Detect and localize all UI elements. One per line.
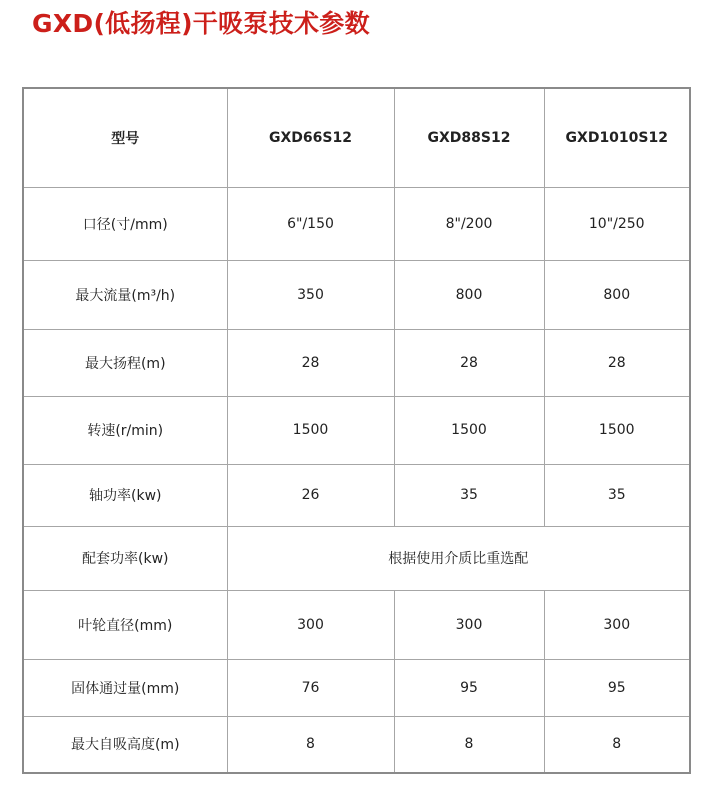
table-cell: 28 <box>227 329 394 396</box>
table-row <box>23 329 690 396</box>
table-cell: 35 <box>394 464 544 526</box>
row-label: 转速(r/min) <box>23 396 227 464</box>
table-row <box>23 659 690 716</box>
table-cell: 95 <box>544 659 690 716</box>
table-row <box>23 590 690 659</box>
row-label: 最大扬程(m) <box>23 329 227 396</box>
header-gxd88s12: GXD88S12 <box>394 88 544 187</box>
table-row <box>23 464 690 526</box>
table-cell: 300 <box>544 590 690 659</box>
header-model: 型号 <box>23 88 227 187</box>
header-gxd1010s12: GXD1010S12 <box>544 88 690 187</box>
table-cell: 1500 <box>544 396 690 464</box>
table-cell: 350 <box>227 260 394 329</box>
table-cell: 300 <box>394 590 544 659</box>
table-cell: 35 <box>544 464 690 526</box>
table-cell: 8 <box>394 716 544 773</box>
table-cell: 300 <box>227 590 394 659</box>
table-cell: 800 <box>544 260 690 329</box>
table-cell: 28 <box>544 329 690 396</box>
table-row <box>23 396 690 464</box>
table-cell: 8 <box>544 716 690 773</box>
row-label: 轴功率(kw) <box>23 464 227 526</box>
row-label: 叶轮直径(mm) <box>23 590 227 659</box>
table-cell: 10"/250 <box>544 187 690 260</box>
table-row <box>23 716 690 773</box>
row-label: 口径(寸/mm) <box>23 187 227 260</box>
table-cell: 8 <box>227 716 394 773</box>
row-label: 固体通过量(mm) <box>23 659 227 716</box>
table-cell: 95 <box>394 659 544 716</box>
row-label: 最大流量(m³/h) <box>23 260 227 329</box>
table-cell: 1500 <box>394 396 544 464</box>
table-cell: 1500 <box>227 396 394 464</box>
table-cell: 28 <box>394 329 544 396</box>
spec-table <box>22 87 691 774</box>
page-title: GXD(低扬程)干吸泵技术参数 <box>32 9 370 38</box>
table-row <box>23 187 690 260</box>
table-row <box>23 260 690 329</box>
table-cell: 26 <box>227 464 394 526</box>
row-label: 配套功率(kw) <box>23 526 227 590</box>
header-gxd66s12: GXD66S12 <box>227 88 394 187</box>
merged-cell-matching-power: 根据使用介质比重选配 <box>227 526 690 590</box>
table-header-row <box>23 88 690 187</box>
row-label: 最大自吸高度(m) <box>23 716 227 773</box>
table-cell: 8"/200 <box>394 187 544 260</box>
table-cell: 800 <box>394 260 544 329</box>
table-cell: 76 <box>227 659 394 716</box>
table-cell: 6"/150 <box>227 187 394 260</box>
table-row <box>23 526 690 590</box>
